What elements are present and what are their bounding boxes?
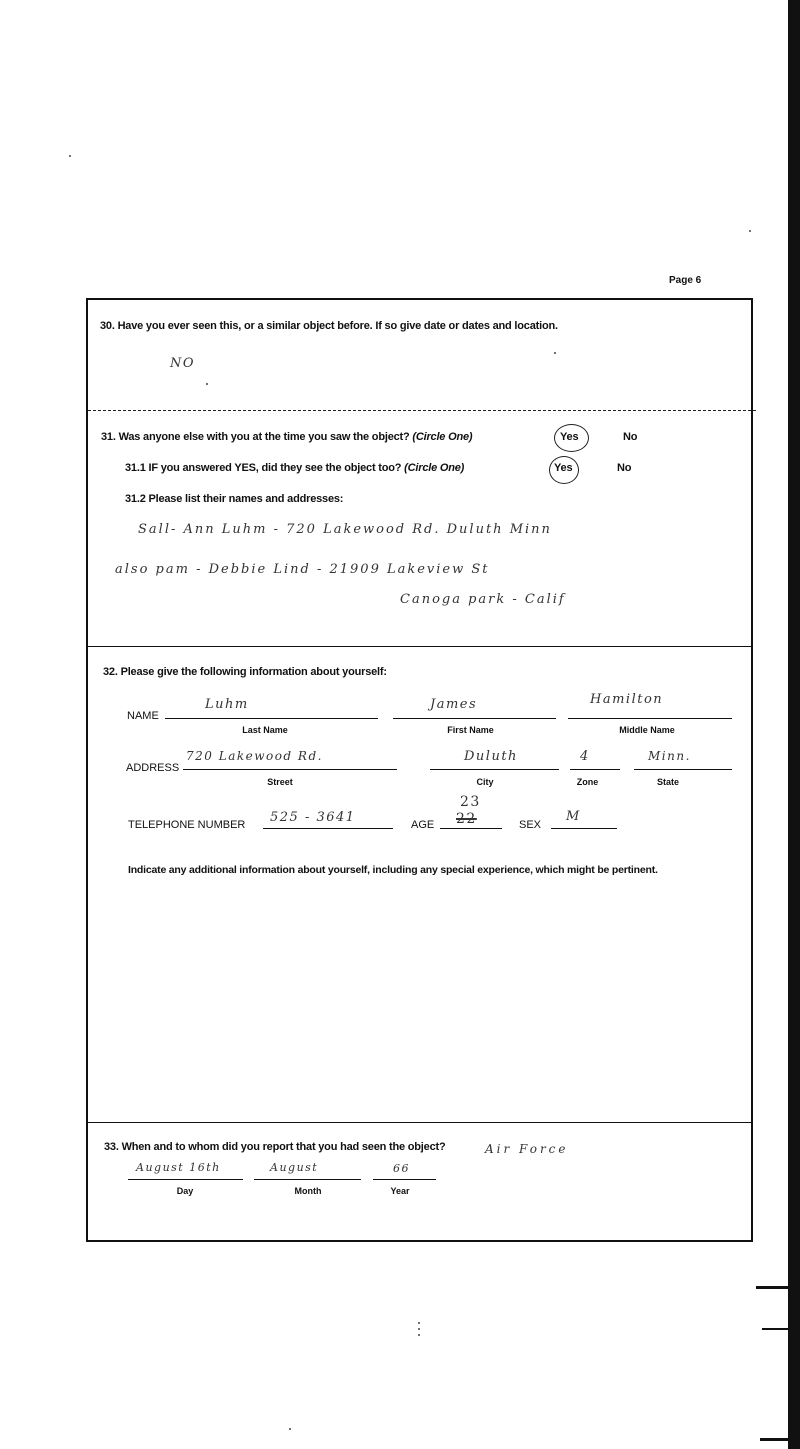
question-32-text: Please give the following information about yourself: (120, 666, 387, 678)
scan-speck (206, 383, 208, 385)
day-field[interactable]: August 16th (136, 1161, 221, 1174)
question-31-no-option[interactable]: No (623, 431, 638, 443)
middle-name-line (568, 718, 732, 719)
scan-speck (749, 230, 751, 232)
question-31-1-number: 31.1 (125, 462, 146, 474)
question-31-hint: (Circle One) (412, 431, 473, 443)
street-line (183, 769, 397, 770)
day-caption: Day (176, 1186, 194, 1196)
first-name-caption: First Name (447, 725, 494, 735)
question-31-2-number: 31.2 (125, 493, 146, 505)
year-line (373, 1179, 436, 1180)
sex-field[interactable]: M (566, 809, 581, 824)
first-name-line (393, 718, 556, 719)
question-33 (104, 1141, 445, 1153)
scan-edge-tick (756, 1286, 788, 1289)
question-31-yes-option[interactable]: Yes (560, 431, 579, 443)
question-33-number: 33. (104, 1141, 119, 1153)
first-name-field[interactable]: James (430, 697, 478, 712)
scan-speck (418, 1328, 420, 1330)
scan-speck (418, 1334, 420, 1336)
divider-30-31 (88, 410, 756, 411)
companions-line-2[interactable]: also pam - Debbie Lind - 21909 Lakeview St (115, 562, 490, 577)
state-line (634, 769, 732, 770)
scan-speck (554, 352, 556, 354)
additional-info-prompt: Indicate any additional information about yourself, including any special experience, which might be pertinent. (128, 864, 658, 876)
last-name-caption: Last Name (242, 725, 288, 735)
question-31-1 (125, 462, 464, 474)
question-30 (100, 320, 558, 332)
question-31-number: 31. (101, 431, 116, 443)
question-30-answer[interactable]: NO (170, 356, 196, 371)
city-line (430, 769, 559, 770)
month-caption: Month (294, 1186, 322, 1196)
month-line (254, 1179, 361, 1180)
question-31-1-hint: (Circle One) (404, 462, 465, 474)
telephone-field[interactable]: 525 - 3641 (270, 810, 356, 825)
question-31-1-selected-circle (549, 456, 579, 484)
scan-speck (418, 1322, 420, 1324)
scan-edge-tick (762, 1328, 788, 1330)
question-32-number: 32. (103, 666, 118, 678)
question-31-1-yes-option[interactable]: Yes (554, 462, 573, 474)
question-31-selected-circle (554, 424, 589, 452)
scan-edge-tick (760, 1438, 788, 1441)
state-caption: State (656, 777, 679, 787)
companions-line-3[interactable]: Canoga park - Calif (400, 592, 566, 607)
question-33-text: When and to whom did you report that you had seen the object? (121, 1141, 446, 1153)
companions-line-1[interactable]: Sall- Ann Luhm - 720 Lakewood Rd. Duluth Minn (138, 522, 552, 537)
telephone-label: TELEPHONE NUMBER (128, 819, 246, 831)
year-caption: Year (390, 1186, 410, 1196)
question-31-2 (125, 493, 343, 505)
sex-label: SEX (519, 819, 542, 831)
zone-caption: Zone (576, 777, 599, 787)
scan-speck (289, 1428, 291, 1430)
last-name-line (165, 718, 378, 719)
telephone-line (263, 828, 393, 829)
zone-line (570, 769, 620, 770)
name-label: NAME (127, 710, 159, 722)
age-corrected-field[interactable]: 23 (460, 794, 481, 810)
month-field[interactable]: August (270, 1161, 319, 1174)
divider-31-32 (88, 646, 751, 647)
question-30-number: 30. (100, 320, 115, 332)
question-31-text: Was anyone else with you at the time you saw the object? (118, 431, 410, 443)
question-31-1-text: IF you answered YES, did they see the object too? (148, 462, 402, 474)
age-crossed-field: 22 (456, 811, 477, 827)
age-line (440, 828, 502, 829)
last-name-field[interactable]: Luhm (205, 697, 249, 712)
scan-edge-bar (788, 0, 800, 1449)
zone-field[interactable]: 4 (580, 749, 590, 764)
divider-32-33 (88, 1122, 751, 1123)
scan-speck (69, 155, 71, 157)
city-caption: City (476, 777, 494, 787)
middle-name-caption: Middle Name (619, 725, 675, 735)
address-label: ADDRESS (126, 762, 180, 774)
day-line (128, 1179, 243, 1180)
state-field[interactable]: Minn. (648, 749, 691, 763)
middle-name-field[interactable]: Hamilton (590, 692, 664, 707)
year-field[interactable]: 66 (393, 1162, 410, 1175)
street-caption: Street (267, 777, 293, 787)
street-field[interactable]: 720 Lakewood Rd. (186, 749, 323, 763)
city-field[interactable]: Duluth (464, 749, 518, 764)
question-32 (103, 666, 387, 678)
question-33-answer[interactable]: Air Force (485, 1142, 569, 1156)
question-31-2-text: Please list their names and addresses: (148, 493, 344, 505)
sex-line (551, 828, 617, 829)
question-30-text: Have you ever seen this, or a similar object before. If so give date or dates and location. (117, 320, 558, 332)
page-number: Page 6 (669, 275, 702, 286)
question-31-1-no-option[interactable]: No (617, 462, 632, 474)
age-label: AGE (411, 819, 435, 831)
question-31 (101, 431, 472, 443)
